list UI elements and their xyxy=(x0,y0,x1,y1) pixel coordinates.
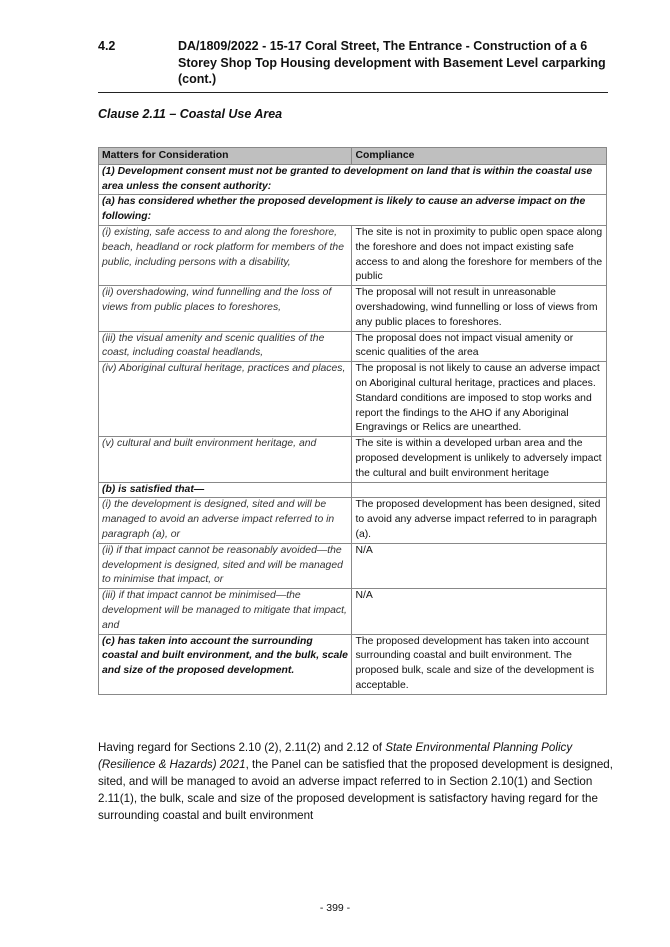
section-a-row xyxy=(99,195,607,226)
intro-row xyxy=(99,164,607,195)
table-row xyxy=(99,634,607,694)
compliance-cell: The proposed development has been designed, sited to avoid any adverse impact referred to in paragraph (a). xyxy=(352,498,607,543)
matter-cell: (i) the development is designed, sited and will be managed to avoid an adverse impact referred to in paragraph (a), or xyxy=(99,498,352,543)
conclusion-text-1: Having regard for Sections 2.10 (2), 2.11(2) and 2.12 of xyxy=(98,741,386,754)
table-row xyxy=(99,589,607,634)
compliance-cell: The site is not in proximity to public open space along the foreshore and does not impact existing safe access to and along the foreshore for members of the public xyxy=(352,225,607,285)
matter-cell: (iii) if that impact cannot be minimised—the development will be managed to mitigate that impact, and xyxy=(99,589,352,634)
table-header-row xyxy=(99,148,607,165)
table-row xyxy=(99,543,607,588)
compliance-cell: N/A xyxy=(352,589,607,634)
policy-name: State Environmental Planning Policy (Resilience & Hazards) 2021 xyxy=(98,741,573,771)
header-matters: Matters for Consideration xyxy=(99,148,352,165)
header-row xyxy=(98,38,608,88)
item-title: DA/1809/2022 - 15-17 Coral Street, The Entrance - Construction of a 6 Storey Shop Top Housing development with Basement Level carparking (cont.) xyxy=(178,39,606,86)
compliance-cell: The proposal is not likely to cause an adverse impact on Aboriginal cultural heritage, practices and places. Standard conditions are imposed to stop works and report the findings to the AHO if any Aboriginal Engravings or Relics are unearthed. xyxy=(352,362,607,437)
item-number: 4.2 xyxy=(98,39,116,53)
section-b-row xyxy=(99,482,607,498)
compliance-cell: The proposal will not result in unreasonable overshadowing, wind funnelling or loss of views from any public places to foreshores. xyxy=(352,286,607,331)
compliance-cell: The site is within a developed urban area and the proposed development is unlikely to adversely impact the cultural and built environment heritage xyxy=(352,437,607,482)
table-row xyxy=(99,331,607,362)
intro-text: (1) Development consent must not be granted to development on land that is within the coastal use area unless the consent authority: xyxy=(99,164,607,195)
table-row xyxy=(99,286,607,331)
matter-cell: (iii) the visual amenity and scenic qualities of the coast, including coastal headlands, xyxy=(99,331,352,362)
header-compliance: Compliance xyxy=(352,148,607,165)
table-row xyxy=(99,498,607,543)
empty-cell xyxy=(352,482,607,498)
table-row xyxy=(99,362,607,437)
report-header xyxy=(98,38,608,93)
matter-cell: (v) cultural and built environment heritage, and xyxy=(99,437,352,482)
matter-cell: (i) existing, safe access to and along the foreshore, beach, headland or rock platform for members of the public, including persons with a disability, xyxy=(99,225,352,285)
matter-cell: (ii) if that impact cannot be reasonably avoided—the development is designed, sited and will be managed to minimise that impact, or xyxy=(99,543,352,588)
clause-title: Clause 2.11 – Coastal Use Area xyxy=(98,107,283,121)
matter-cell: (c) has taken into account the surrounding coastal and built environment, and the bulk, scale and size of the proposed development. xyxy=(99,634,352,694)
matter-cell: (ii) overshadowing, wind funnelling and the loss of views from public places to foreshores, xyxy=(99,286,352,331)
section-a-heading: (a) has considered whether the proposed development is likely to cause an adverse impact on the following: xyxy=(99,195,607,226)
compliance-cell: N/A xyxy=(352,543,607,588)
page-number: - 399 - xyxy=(319,902,351,914)
table-row xyxy=(99,225,607,285)
compliance-cell: The proposed development has taken into account surrounding coastal and built environment. The proposed bulk, scale and size of the development is acceptable. xyxy=(352,634,607,694)
section-b-heading: (b) is satisfied that— xyxy=(99,482,352,498)
conclusion-text-2: , the Panel can be satisfied that the proposed development is designed, sited, and will be managed to avoid an adverse impact referred to in Section 2.10(1) and Section 2.11(1), the bulk, scale and size of the proposed development is satisfactory having regard for the surrounding coastal and built environment xyxy=(98,758,613,822)
compliance-cell: The proposal does not impact visual amenity or scenic qualities of the area xyxy=(352,331,607,362)
table-row xyxy=(99,437,607,482)
matter-cell: (iv) Aboriginal cultural heritage, practices and places, xyxy=(99,362,352,437)
conclusion-paragraph xyxy=(98,739,613,824)
consideration-table xyxy=(98,147,607,695)
